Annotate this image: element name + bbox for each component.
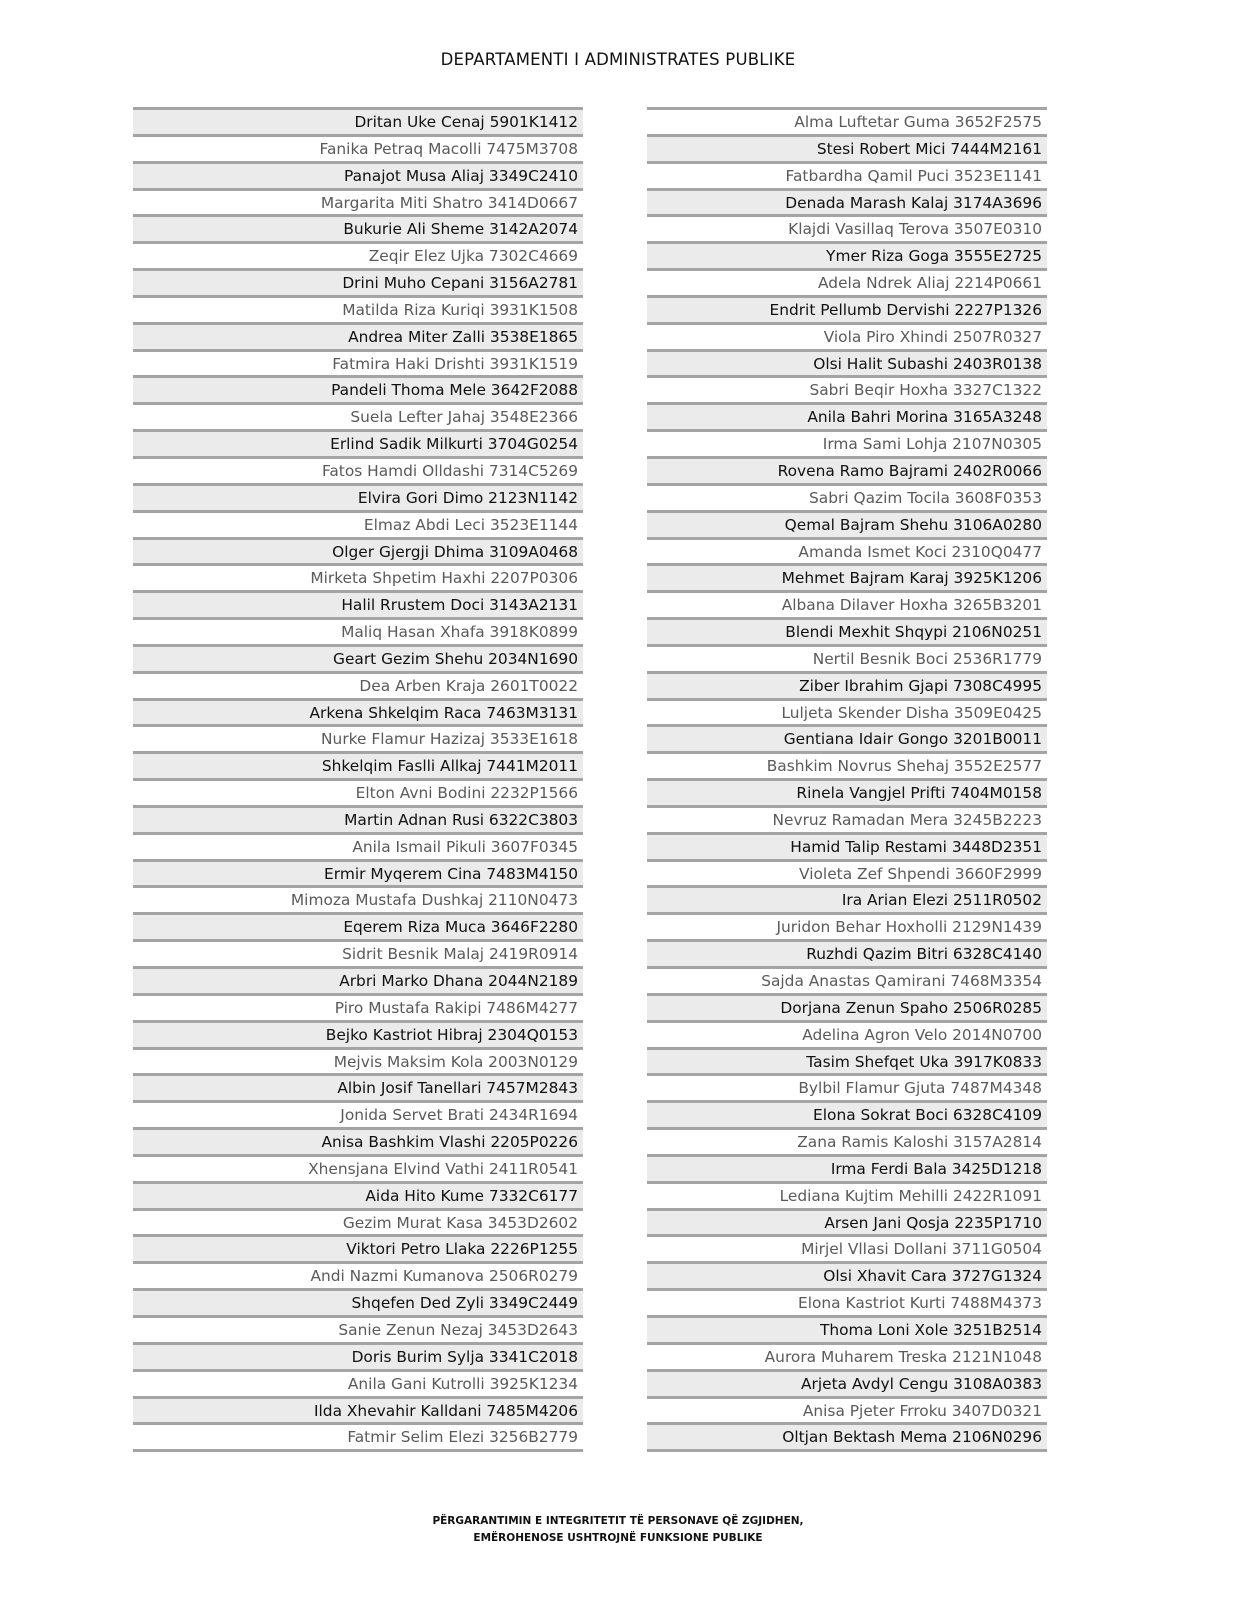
list-item	[647, 993, 1047, 1020]
list-item	[133, 1234, 583, 1261]
person-entry: Olsi Halit Subashi 2403R0138	[813, 354, 1042, 373]
person-entry: Andrea Miter Zalli 3538E1865	[348, 327, 578, 346]
list-item	[647, 724, 1047, 751]
person-entry: Zana Ramis Kaloshi 3157A2814	[797, 1133, 1042, 1152]
person-entry: Anila Gani Kutrolli 3925K1234	[347, 1374, 578, 1393]
list-item	[647, 644, 1047, 671]
person-entry: Alma Luftetar Guma 3652F2575	[794, 113, 1042, 131]
person-entry: Blendi Mexhit Shqypi 2106N0251	[785, 623, 1042, 642]
list-item	[133, 1342, 583, 1369]
person-entry: Tasim Shefqet Uka 3917K0833	[806, 1052, 1042, 1071]
list-item	[647, 349, 1047, 376]
person-entry: Elmaz Abdi Leci 3523E1144	[363, 515, 578, 534]
person-entry: Fatbardha Qamil Puci 3523E1141	[785, 166, 1042, 185]
list-item	[647, 1154, 1047, 1181]
footer-line-2: EMËROHENOSE USHTROJNË FUNKSIONE PUBLIKE	[473, 1532, 763, 1544]
list-item	[647, 1073, 1047, 1100]
list-item	[133, 107, 583, 134]
person-entry: Viktori Petro Llaka 2226P1255	[346, 1240, 578, 1259]
list-item	[647, 563, 1047, 590]
person-entry: Bashkim Novrus Shehaj 3552E2577	[766, 757, 1042, 776]
list-item	[133, 1127, 583, 1154]
person-entry: Elvira Gori Dimo 2123N1142	[357, 488, 578, 507]
list-item	[133, 429, 583, 456]
person-entry: Hamid Talip Restami 3448D2351	[790, 837, 1042, 856]
person-entry: Xhensjana Elvind Vathi 2411R0541	[308, 1159, 578, 1178]
list-item	[647, 322, 1047, 349]
person-entry: Anila Ismail Pikuli 3607F0345	[352, 837, 578, 856]
list-item	[133, 483, 583, 510]
list-item	[647, 483, 1047, 510]
person-entry: Maliq Hasan Xhafa 3918K0899	[341, 623, 578, 642]
list-item	[647, 778, 1047, 805]
list-item	[133, 1422, 583, 1449]
list-item	[133, 939, 583, 966]
person-entry: Oltjan Bektash Mema 2106N0296	[782, 1428, 1042, 1447]
list-item	[647, 107, 1047, 134]
person-entry: Irma Ferdi Bala 3425D1218	[830, 1159, 1042, 1178]
person-entry: Fanika Petraq Macolli 7475M3708	[319, 139, 578, 158]
person-entry: Geart Gezim Shehu 2034N1690	[333, 649, 578, 668]
person-entry: Nevruz Ramadan Mera 3245B2223	[772, 810, 1042, 829]
list-item	[133, 966, 583, 993]
person-entry: Rovena Ramo Bajrami 2402R0066	[777, 461, 1042, 480]
person-entry: Rinela Vangjel Prifti 7404M0158	[796, 784, 1042, 803]
person-entry: Suela Lefter Jahaj 3548E2366	[350, 408, 578, 427]
person-entry: Elona Sokrat Boci 6328C4109	[813, 1106, 1042, 1125]
person-entry: Gentiana Idair Gongo 3201B0011	[783, 730, 1042, 749]
person-entry: Violeta Zef Shpendi 3660F2999	[799, 864, 1042, 883]
list-item	[647, 134, 1047, 161]
list-item	[647, 1100, 1047, 1127]
person-entry: Olsi Xhavit Cara 3727G1324	[823, 1267, 1042, 1286]
list-item	[647, 1181, 1047, 1208]
list-item	[647, 617, 1047, 644]
person-entry: Ilda Xhevahir Kalldani 7485M4206	[313, 1401, 578, 1420]
person-entry: Arbri Marko Dhana 2044N2189	[339, 972, 578, 990]
person-entry: Andi Nazmi Kumanova 2506R0279	[310, 1267, 578, 1286]
list-item	[647, 1047, 1047, 1074]
person-entry: Arkena Shkelqim Raca 7463M3131	[309, 703, 578, 722]
person-entry: Mirketa Shpetim Haxhi 2207P0306	[310, 569, 578, 588]
list-item	[647, 1315, 1047, 1342]
person-entry: Halil Rrustem Doci 3143A2131	[341, 596, 578, 615]
list-item	[133, 644, 583, 671]
list-item	[133, 268, 583, 295]
person-entry: Denada Marash Kalaj 3174A3696	[785, 193, 1042, 212]
person-entry: Nurke Flamur Hazizaj 3533E1618	[321, 730, 578, 749]
list-item	[647, 1369, 1047, 1396]
footer	[0, 1513, 1236, 1547]
list-item	[133, 295, 583, 322]
person-entry: Gezim Murat Kasa 3453D2602	[342, 1213, 578, 1232]
list-bottom-rule	[647, 1449, 1047, 1452]
person-entry: Matilda Riza Kuriqi 3931K1508	[342, 300, 578, 319]
person-entry: Fatmira Haki Drishti 3931K1519	[332, 354, 578, 373]
list-item	[133, 322, 583, 349]
list-item	[133, 1047, 583, 1074]
person-entry: Olger Gjergji Dhima 3109A0468	[332, 542, 578, 561]
list-item	[647, 1234, 1047, 1261]
person-entry: Amanda Ismet Koci 2310Q0477	[798, 542, 1042, 561]
page-title: DEPARTAMENTI I ADMINISTRATES PUBLIKE	[440, 50, 796, 69]
list-item	[647, 375, 1047, 402]
list-item	[647, 1422, 1047, 1449]
list-item	[133, 778, 583, 805]
list-item	[647, 295, 1047, 322]
list-item	[133, 161, 583, 188]
list-item	[133, 1154, 583, 1181]
person-entry: Dorjana Zenun Spaho 2506R0285	[780, 998, 1042, 1017]
list-item	[647, 510, 1047, 537]
person-entry: Zeqir Elez Ujka 7302C4669	[368, 247, 578, 266]
list-item	[133, 832, 583, 859]
list-item	[647, 1020, 1047, 1047]
list-item	[647, 188, 1047, 215]
list-item	[133, 1261, 583, 1288]
list-item	[133, 537, 583, 564]
person-entry: Lediana Kujtim Mehilli 2422R1091	[779, 1186, 1042, 1205]
person-entry: Piro Mustafa Rakipi 7486M4277	[334, 998, 578, 1017]
list-item	[133, 214, 583, 241]
person-entry: Ziber Ibrahim Gjapi 7308C4995	[799, 676, 1042, 695]
person-entry: Aurora Muharem Treska 2121N1048	[764, 1347, 1042, 1366]
list-item	[647, 1127, 1047, 1154]
person-entry: Ymer Riza Goga 3555E2725	[826, 247, 1042, 266]
person-entry: Anila Bahri Morina 3165A3248	[807, 408, 1042, 427]
list-item	[647, 590, 1047, 617]
list-item	[647, 751, 1047, 778]
right-name-list	[647, 107, 1047, 1452]
person-entry: Mirjel Vllasi Dollani 3711G0504	[801, 1240, 1042, 1259]
person-entry: Pandeli Thoma Mele 3642F2088	[331, 381, 578, 400]
person-entry: Doris Burim Sylja 3341C2018	[351, 1347, 578, 1366]
list-item	[133, 698, 583, 725]
list-item	[647, 1396, 1047, 1423]
list-item	[647, 939, 1047, 966]
list-item	[647, 805, 1047, 832]
person-entry: Adelina Agron Velo 2014N0700	[802, 1025, 1042, 1044]
person-entry: Sabri Qazim Tocila 3608F0353	[809, 488, 1042, 507]
person-entry: Luljeta Skender Disha 3509E0425	[781, 703, 1042, 722]
person-entry: Martin Adnan Rusi 6322C3803	[344, 810, 578, 829]
list-item	[133, 241, 583, 268]
list-item	[133, 912, 583, 939]
person-entry: Anisa Pjeter Frroku 3407D0321	[802, 1401, 1042, 1420]
list-item	[133, 510, 583, 537]
list-item	[647, 698, 1047, 725]
list-item	[133, 1100, 583, 1127]
list-item	[133, 1396, 583, 1423]
person-entry: Arsen Jani Qosja 2235P1710	[824, 1213, 1042, 1232]
person-entry: Elona Kastriot Kurti 7488M4373	[798, 1294, 1042, 1313]
person-entry: Nertil Besnik Boci 2536R1779	[812, 649, 1042, 668]
list-bottom-rule	[133, 1449, 583, 1452]
person-entry: Shkelqim Faslli Allkaj 7441M2011	[321, 757, 578, 776]
list-item	[647, 214, 1047, 241]
list-item	[133, 885, 583, 912]
person-entry: Sidrit Besnik Malaj 2419R0914	[342, 945, 578, 964]
list-item	[647, 912, 1047, 939]
list-item	[133, 590, 583, 617]
list-item	[133, 1369, 583, 1396]
person-entry: Drini Muho Cepani 3156A2781	[342, 274, 578, 293]
list-item	[133, 751, 583, 778]
person-entry: Mejvis Maksim Kola 2003N0129	[333, 1052, 578, 1071]
footer-line-1: PËRGARANTIMIN E INTEGRITETIT TË PERSONAVE QË ZGJIDHEN,	[432, 1515, 804, 1527]
list-item	[647, 268, 1047, 295]
person-entry: Adela Ndrek Aliaj 2214P0661	[818, 274, 1042, 293]
list-item	[133, 1073, 583, 1100]
person-entry: Mimoza Mustafa Dushkaj 2110N0473	[290, 891, 578, 910]
person-entry: Sanie Zenun Nezaj 3453D2643	[338, 1320, 578, 1339]
list-item	[647, 537, 1047, 564]
list-item	[133, 1315, 583, 1342]
list-item	[133, 134, 583, 161]
list-item	[133, 617, 583, 644]
person-entry: Mehmet Bajram Karaj 3925K1206	[781, 569, 1042, 588]
person-entry: Jonida Servet Brati 2434R1694	[340, 1106, 578, 1125]
person-entry: Viola Piro Xhindi 2507R0327	[823, 327, 1042, 346]
list-item	[133, 375, 583, 402]
person-entry: Arjeta Avdyl Cengu 3108A0383	[801, 1374, 1042, 1393]
person-entry: Endrit Pellumb Dervishi 2227P1326	[769, 300, 1042, 319]
person-entry: Bylbil Flamur Gjuta 7487M4348	[798, 1079, 1042, 1098]
list-item	[647, 1261, 1047, 1288]
list-item	[133, 805, 583, 832]
person-entry: Bejko Kastriot Hibraj 2304Q0153	[325, 1025, 578, 1044]
person-entry: Albin Josif Tanellari 7457M2843	[337, 1079, 578, 1098]
person-entry: Dritan Uke Cenaj 5901K1412	[354, 113, 578, 131]
list-item	[647, 1342, 1047, 1369]
person-entry: Sabri Beqir Hoxha 3327C1322	[809, 381, 1042, 400]
list-item	[647, 1208, 1047, 1235]
list-item	[647, 832, 1047, 859]
list-item	[647, 885, 1047, 912]
list-item	[133, 671, 583, 698]
person-entry: Stesi Robert Mici 7444M2161	[816, 139, 1042, 158]
person-entry: Ermir Myqerem Cina 7483M4150	[324, 864, 578, 883]
person-entry: Qemal Bajram Shehu 3106A0280	[784, 515, 1042, 534]
person-entry: Panajot Musa Aliaj 3349C2410	[344, 166, 578, 185]
list-item	[647, 402, 1047, 429]
list-item	[647, 456, 1047, 483]
person-entry: Juridon Behar Hoxholli 2129N1439	[776, 918, 1042, 937]
list-item	[647, 859, 1047, 886]
person-entry: Dea Arben Kraja 2601T0022	[359, 676, 578, 695]
person-entry: Klajdi Vasillaq Terova 3507E0310	[788, 220, 1042, 239]
person-entry: Margarita Miti Shatro 3414D0667	[320, 193, 578, 212]
list-item	[133, 349, 583, 376]
person-entry: Ruzhdi Qazim Bitri 6328C4140	[806, 945, 1042, 964]
person-entry: Thoma Loni Xole 3251B2514	[819, 1320, 1042, 1339]
list-item	[133, 1208, 583, 1235]
person-entry: Eqerem Riza Muca 3646F2280	[343, 918, 578, 937]
list-item	[647, 241, 1047, 268]
left-name-list	[133, 107, 583, 1452]
person-entry: Shqefen Ded Zyli 3349C2449	[351, 1294, 578, 1313]
list-item	[133, 563, 583, 590]
list-item	[133, 456, 583, 483]
person-entry: Elton Avni Bodini 2232P1566	[355, 784, 578, 803]
person-entry: Fatos Hamdi Olldashi 7314C5269	[321, 461, 578, 480]
list-item	[133, 859, 583, 886]
person-entry: Fatmir Selim Elezi 3256B2779	[347, 1428, 578, 1447]
list-item	[647, 1288, 1047, 1315]
list-item	[647, 429, 1047, 456]
person-entry: Anisa Bashkim Vlashi 2205P0226	[321, 1133, 578, 1152]
list-item	[133, 188, 583, 215]
person-entry: Erlind Sadik Milkurti 3704G0254	[330, 435, 578, 454]
list-item	[647, 966, 1047, 993]
person-entry: Albana Dilaver Hoxha 3265B3201	[781, 596, 1042, 615]
list-item	[647, 671, 1047, 698]
person-entry: Bukurie Ali Sheme 3142A2074	[343, 220, 578, 239]
list-item	[133, 993, 583, 1020]
list-item	[133, 724, 583, 751]
person-entry: Sajda Anastas Qamirani 7468M3354	[761, 972, 1042, 990]
person-entry: Aida Hito Kume 7332C6177	[365, 1186, 578, 1205]
list-item	[133, 1181, 583, 1208]
list-item	[133, 402, 583, 429]
list-item	[133, 1020, 583, 1047]
list-item	[647, 161, 1047, 188]
list-item	[133, 1288, 583, 1315]
person-entry: Ira Arian Elezi 2511R0502	[841, 891, 1042, 910]
person-entry: Irma Sami Lohja 2107N0305	[822, 435, 1042, 454]
